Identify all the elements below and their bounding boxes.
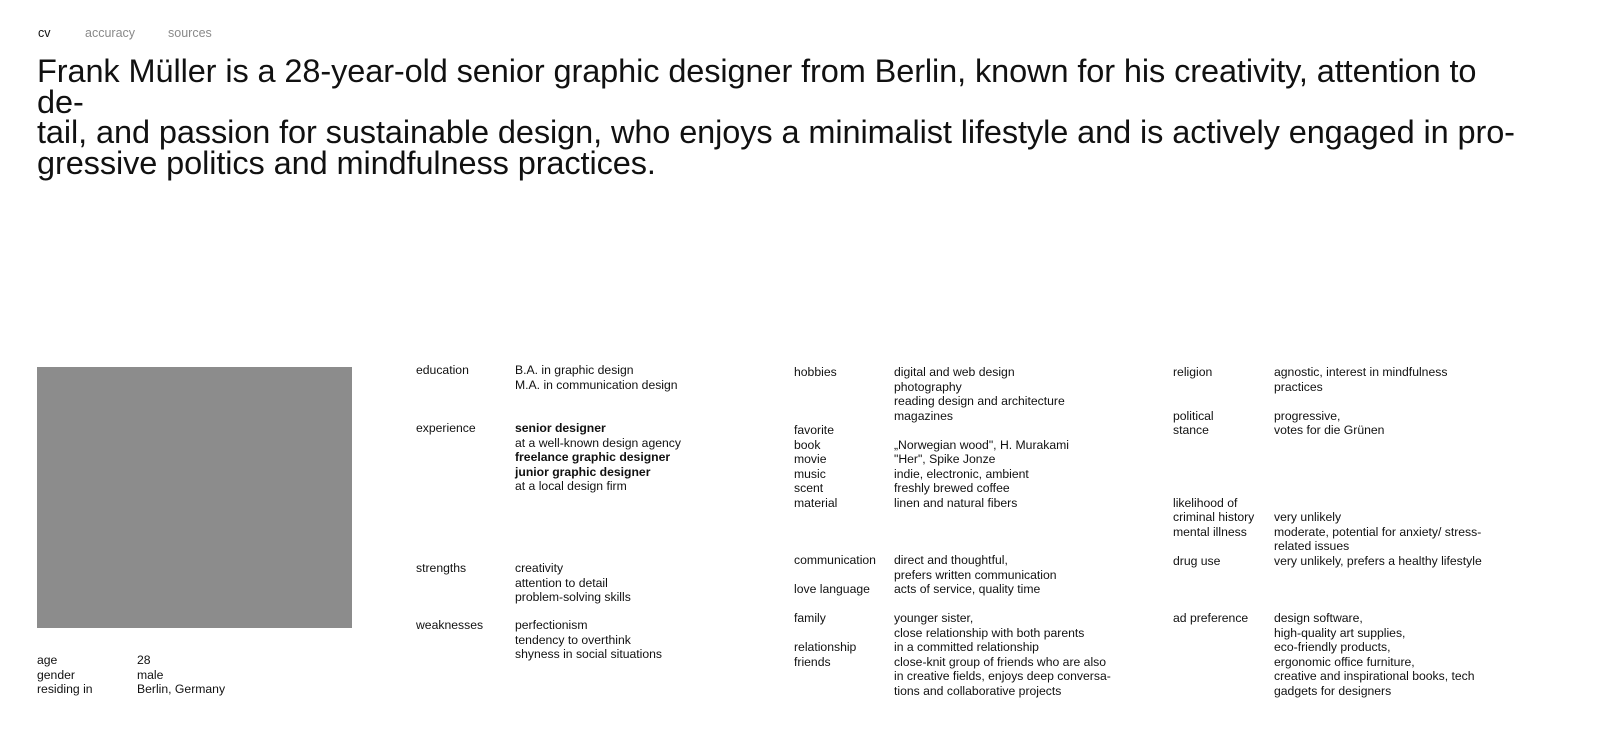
strength-item: creativity — [515, 561, 564, 575]
music-value: indie, electronic, ambient — [894, 466, 1029, 481]
education-item: M.A. in communication design — [515, 377, 678, 392]
political-item: votes for die Grünen — [1274, 423, 1385, 437]
headline-line-2: tail, and passion for sustainable design, who enjoys a minimalist lifestyle and is actively engaged in pro- — [37, 114, 1515, 150]
friends-item: in creative fields, enjoys deep conversa- — [894, 669, 1111, 683]
weakness-item: shyness in social situations — [515, 647, 662, 661]
strength-item: problem-solving skills — [515, 590, 631, 604]
communication-label: communication — [794, 553, 876, 567]
likelihood-label: likelihood of — [1173, 495, 1238, 510]
criminal-history-label: criminal history — [1173, 510, 1255, 524]
ad-preference-item: creative and inspirational books, tech — [1274, 669, 1475, 683]
portrait-placeholder — [37, 367, 352, 628]
family-label: family — [794, 611, 826, 625]
hobby-item: digital and web design — [894, 365, 1015, 379]
headline-line-1: Frank Müller is a 28-year-old senior graphic designer from Berlin, known for his creativity, attention to de- — [37, 53, 1477, 120]
mental-illness-item: related issues — [1274, 539, 1350, 553]
movie-value: "Her", Spike Jonze — [894, 452, 996, 466]
hobby-item: photography — [894, 379, 962, 394]
ad-preference-item: high-quality art supplies, — [1274, 625, 1406, 640]
family-item: younger sister, — [894, 611, 974, 625]
friends-label: friends — [794, 654, 831, 669]
strength-item: attention to detail — [515, 575, 608, 590]
experience-role: senior designer — [515, 421, 606, 435]
ad-preference-label: ad preference — [1173, 611, 1249, 625]
criminal-history-value: very unlikely — [1274, 510, 1342, 524]
persona-summary-headline — [37, 53, 1527, 181]
scent-label: scent — [794, 481, 824, 495]
love-language-value: acts of service, quality time — [894, 582, 1041, 596]
religion-item: agnostic, interest in mindfulness — [1274, 365, 1448, 379]
drug-use-label: drug use — [1173, 553, 1221, 568]
religion-label: religion — [1173, 365, 1213, 379]
ad-preference-item: ergonomic office furniture, — [1274, 654, 1415, 669]
book-value: „Norwegian wood", H. Murakami — [894, 437, 1070, 452]
love-language-label: love language — [794, 582, 870, 596]
book-label: book — [794, 437, 821, 452]
hobby-item: magazines — [894, 408, 953, 423]
family-item: close relationship with both parents — [894, 625, 1085, 640]
experience-label: experience — [416, 421, 476, 435]
material-value: linen and natural fibers — [894, 495, 1018, 510]
age-label: age — [37, 653, 58, 667]
movie-label: movie — [794, 452, 827, 466]
residence-value: Berlin, Germany — [137, 682, 226, 696]
friends-item: tions and collaborative projects — [894, 683, 1062, 698]
ad-preference-item: design software, — [1274, 611, 1363, 625]
political-label: political — [1173, 408, 1214, 423]
favorite-label: favorite — [794, 423, 834, 437]
drug-use-value: very unlikely, prefers a healthy lifestyle — [1274, 553, 1482, 568]
strengths-label: strengths — [416, 561, 467, 575]
experience-detail: at a local design firm — [515, 479, 627, 493]
experience-role: freelance graphic designer — [515, 450, 671, 464]
friends-item: close-knit group of friends who are also — [894, 654, 1107, 669]
residence-label: residing in — [37, 682, 93, 696]
age-value: 28 — [137, 653, 151, 667]
ad-preference-item: gadgets for designers — [1274, 683, 1392, 698]
political-item: progressive, — [1274, 408, 1341, 423]
mental-illness-label: mental illness — [1173, 524, 1247, 539]
political-label: stance — [1173, 423, 1209, 437]
headline-line-3: gressive politics and mindfulness practices. — [37, 144, 656, 181]
music-label: music — [794, 466, 826, 481]
nav-sources-link[interactable]: sources — [168, 26, 212, 40]
weaknesses-label: weaknesses — [416, 618, 484, 632]
material-label: material — [794, 495, 838, 510]
relationship-value: in a committed relationship — [894, 640, 1039, 654]
relationship-label: relationship — [794, 640, 857, 654]
experience-detail: at a well-known design agency — [515, 435, 681, 450]
gender-value: male — [137, 667, 164, 682]
weakness-item: perfectionism — [515, 618, 588, 632]
hobby-item: reading design and architecture — [894, 394, 1065, 408]
religion-item: practices — [1274, 379, 1323, 394]
nav-accuracy-link[interactable]: accuracy — [85, 26, 136, 40]
mental-illness-item: moderate, potential for anxiety/ stress- — [1274, 524, 1482, 539]
experience-role: junior graphic designer — [515, 464, 651, 479]
communication-item: prefers written communication — [894, 567, 1057, 582]
hobbies-label: hobbies — [794, 365, 837, 379]
ad-preference-item: eco-friendly products, — [1274, 640, 1391, 654]
education-item: B.A. in graphic design — [515, 363, 634, 377]
weakness-item: tendency to overthink — [515, 632, 631, 647]
nav-cv-link[interactable]: cv — [38, 26, 51, 40]
education-label: education — [416, 363, 469, 377]
gender-label: gender — [37, 667, 75, 682]
scent-value: freshly brewed coffee — [894, 481, 1010, 495]
communication-item: direct and thoughtful, — [894, 553, 1008, 567]
